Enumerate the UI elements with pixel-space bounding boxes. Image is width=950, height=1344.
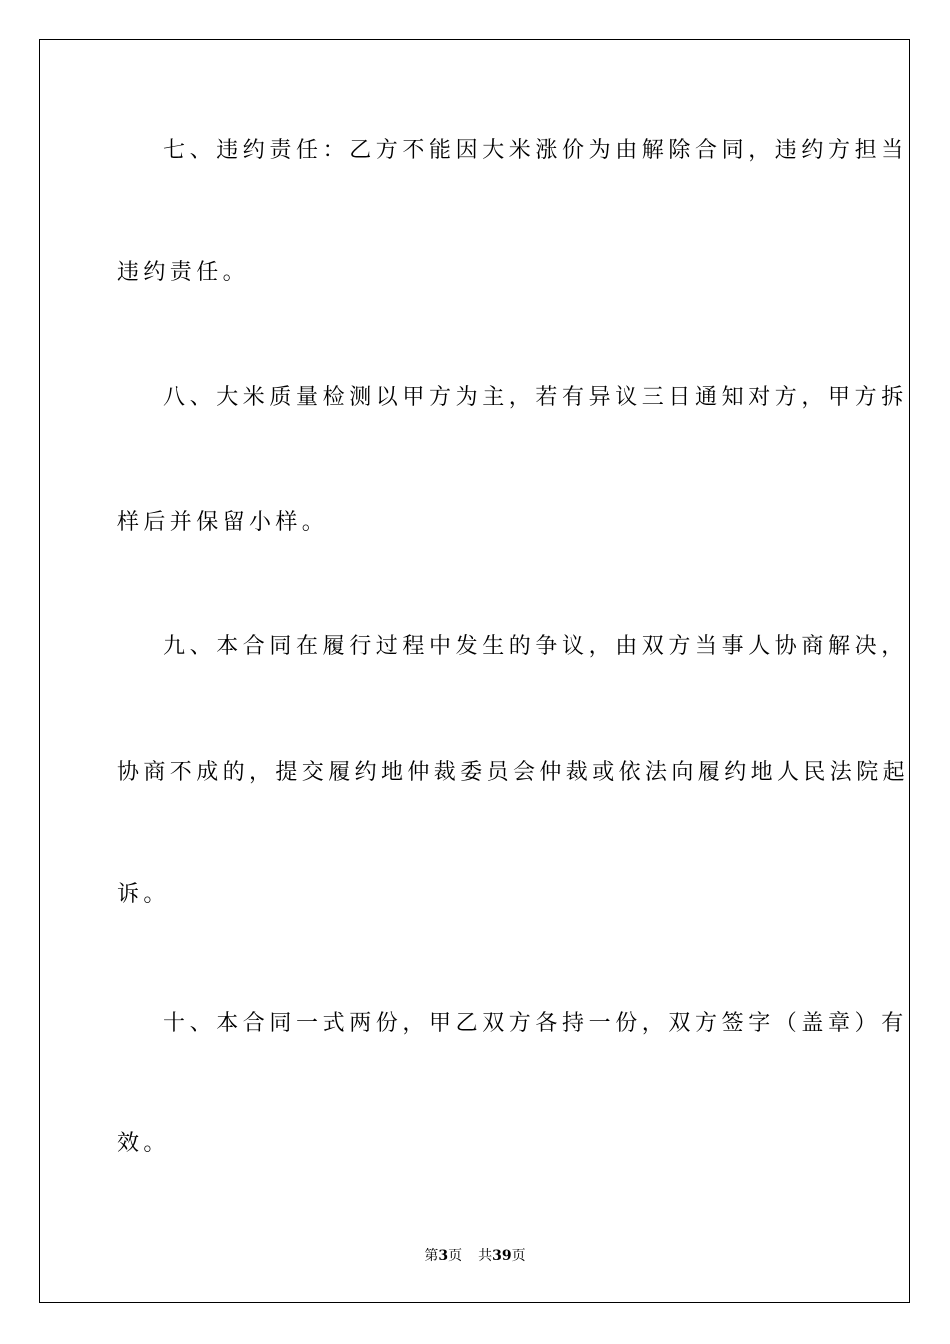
paragraph-10-line-1: 十、本合同一式两份，甲乙双方各持一份，双方签字（盖章）有: [163, 1011, 908, 1036]
current-page-number: 3: [438, 1248, 449, 1264]
page-footer: [0, 1247, 950, 1265]
page-suffix: 页: [448, 1248, 463, 1264]
paragraph-9-line-2: 协商不成的，提交履约地仲裁委员会仲裁或依法向履约地人民法院起: [117, 760, 910, 785]
paragraph-8-line-1: 八、大米质量检测以甲方为主，若有异议三日通知对方，甲方拆: [163, 385, 908, 410]
page-prefix: 第: [424, 1248, 439, 1264]
total-prefix: 共: [478, 1248, 493, 1264]
total-page-number: 39: [492, 1248, 512, 1264]
paragraph-10-line-2: 效。: [117, 1131, 170, 1156]
page-border: [39, 39, 910, 1303]
paragraph-9-line-1: 九、本合同在履行过程中发生的争议，由双方当事人协商解决，: [163, 634, 908, 659]
paragraph-9-line-3: 诉。: [117, 882, 170, 907]
total-suffix: 页: [511, 1248, 526, 1264]
paragraph-8-line-2: 样后并保留小样。: [117, 510, 329, 535]
paragraph-7-line-2: 违约责任。: [117, 260, 250, 285]
paragraph-7-line-1: 七、违约责任：乙方不能因大米涨价为由解除合同，违约方担当: [163, 138, 908, 163]
